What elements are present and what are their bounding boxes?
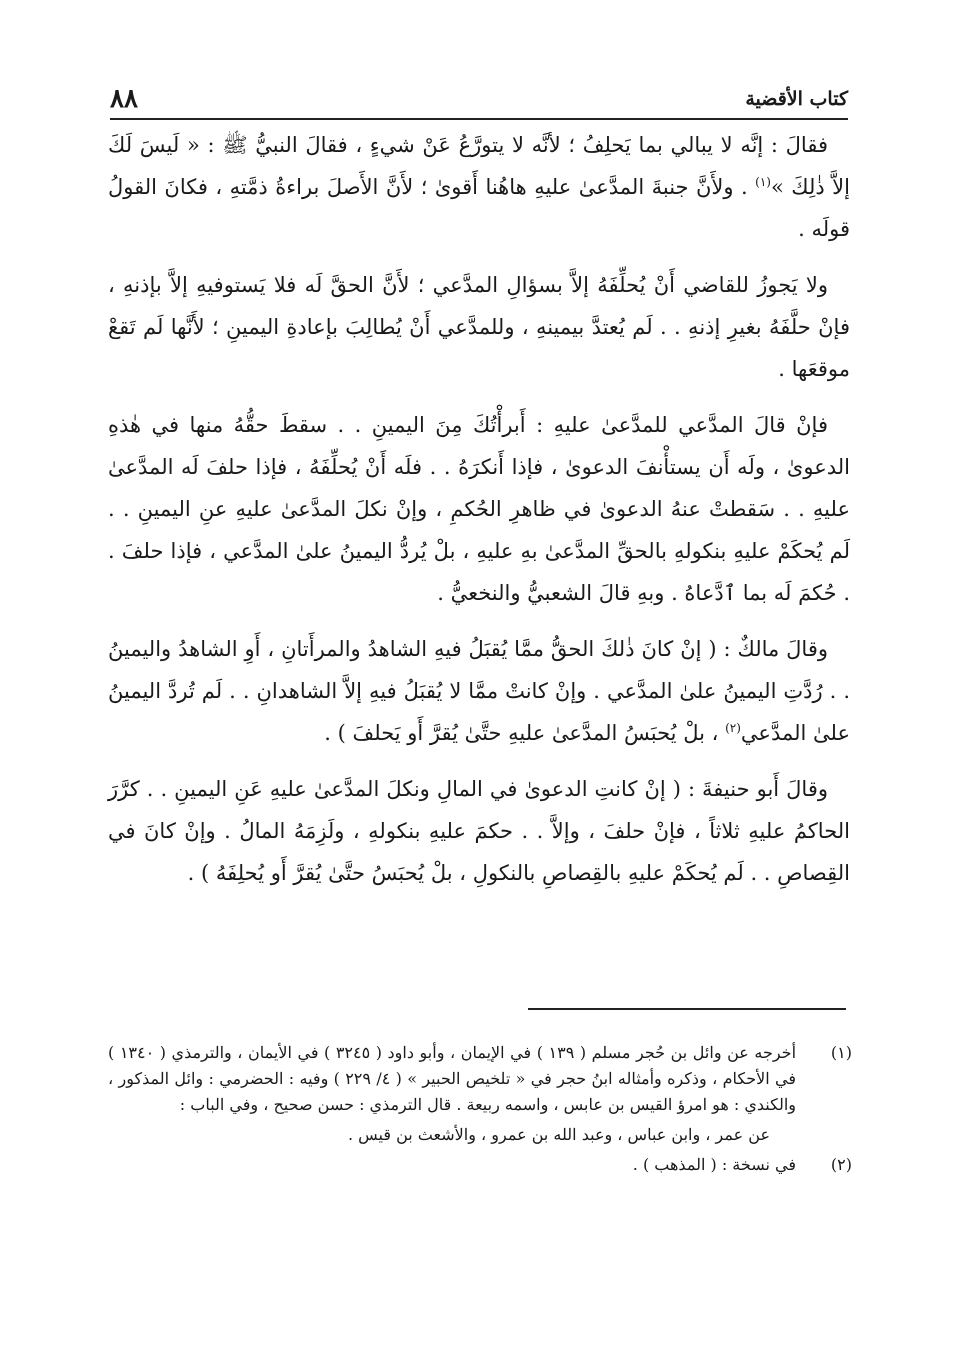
- paragraph-text: . ولأَنَّ جنبةَ المدَّعىٰ عليهِ هاهُنا أَقوىٰ ؛ لأَنَّ الأَصلَ براءةُ ذمَّتهِ ، فكانَ القولُ قولَه .: [108, 175, 850, 241]
- footnotes: [108, 1040, 852, 1182]
- paragraph-text: وقالَ مالكٌ : ( إنْ كانَ ذٰلكَ الحقُّ ممَّا يُقبَلُ فيهِ الشاهدُ والمرأَتانِ ، أَوِ الشاهدُ واليمينُ . . رُدَّتِ اليمينُ علىٰ المدَّعي . وإنْ كانتْ ممَّا لا يُقبَلُ فيهِ إلاَّ الشاهدانِ . . لَم تُردَّ اليمينُ علىٰ المدَّعي: [108, 637, 850, 745]
- paragraph: [108, 124, 850, 250]
- footnote-text: أخرجه عن وائل بن حُجر مسلم ( ١٣٩ ) في الإيمان ، وأبو داود ( ٣٢٤٥ ) في الأيمان ، والترمذي ( ١٣٤٠ ) في الأحكام ، وذكره وأمثاله ابنُ حجر في « تلخيص الحبير » ( ٤/ ٢٢٩ ) وفيه : الحضرمي : وائل المذكور ، والكندي : هو امرؤ القيس بن عابس ، واسمه ربيعة . قال الترمذي : حسن صحيح ، وفي الباب :: [108, 1043, 797, 1114]
- paragraph-text: ولا يَجوزُ للقاضي أَنْ يُحلِّفَهُ إلاَّ بسؤالِ المدَّعي ؛ لأَنَّ الحقَّ لَه فلا يَستوفيهِ إلاَّ بإذنهِ ، فإنْ حلَّفَهُ بغيرِ إذنهِ . . لَم يُعتدَّ بيمينهِ ، وللمدَّعي أَنْ يُطالِبَ بإعادةِ اليمينِ ؛ لأَنَّها لَم تَقعْ موقعَها .: [108, 273, 850, 381]
- footnote: [108, 1040, 852, 1148]
- book-title: كتاب الأقضية: [745, 88, 848, 110]
- footnote-ref: (٢): [725, 721, 741, 735]
- paragraph-text: فقالَ : إنَّه لا يبالي بما يَحلِفُ ؛ لأنَّه لا يتورَّعُ عَنْ شيءٍ ، فقالَ النبيُّ ﷺ : « لَيسَ لَكَ إلاَّ ذٰلِكَ »: [108, 133, 850, 199]
- paragraph-text: وقالَ أَبو حنيفةَ : ( إنْ كانتِ الدعوىٰ في المالِ ونكلَ المدَّعىٰ عليهِ عَنِ اليمينِ . . كرَّرَ الحاكمُ عليهِ ثلاثاً ، فإنْ حلفَ ، وإلاَّ . . حكمَ عليهِ بنكولهِ ، ولَزِمَهُ المالُ . وإنْ كانَ في القِصاصِ . . لَم يُحكَمْ عليهِ بالقِصاصِ بالنكولِ ، بلْ يُحبَسُ حتَّىٰ يُقرَّ أَو يُحلِفَهُ ) .: [108, 777, 850, 885]
- paragraph: [108, 404, 850, 614]
- page-number: ٨٨: [110, 84, 138, 114]
- footnote-ref: (١): [755, 175, 771, 189]
- footnote: [108, 1152, 852, 1178]
- page-header: [110, 84, 848, 120]
- paragraph: [108, 628, 850, 754]
- footnote-number: (٢): [830, 1155, 852, 1174]
- footnote-divider: [528, 1008, 846, 1010]
- paragraph: [108, 768, 850, 894]
- footnote-number: (١): [830, 1043, 852, 1062]
- paragraph-text: ، بلْ يُحبَسُ المدَّعىٰ عليهِ حتَّىٰ يُقرَّ أَو يَحلفَ ) .: [324, 721, 726, 745]
- footnote-subtext: عن عمر ، وابن عباس ، وعبد الله بن عمرو ، والأشعث بن قيس .: [347, 1125, 770, 1144]
- main-text: [108, 124, 850, 908]
- paragraph: [108, 264, 850, 390]
- footnote-text: في نسخة : ( المذهب ) .: [632, 1155, 796, 1174]
- paragraph-text: فإنْ قالَ المدَّعي للمدَّعىٰ عليهِ : أَبرأْتُكَ مِنَ اليمينِ . . سقطَ حقُّهُ منها في هٰذهِ الدعوىٰ ، ولَه أَن يستأْنفَ الدعوىٰ ، فإذا أَنكرَهُ . . فلَه أَنْ يُحلِّفَهُ ، فإذا حلفَ لَه المدَّعىٰ عليهِ . . سَقطتْ عنهُ الدعوىٰ في ظاهرِ الحُكمِ ، وإنْ نكلَ المدَّعىٰ عليهِ عنِ اليمينِ . . لَم يُحكَمْ عليهِ بنكولهِ بالحقِّ المدَّعىٰ بهِ عليهِ ، بلْ يُردُّ اليمينُ علىٰ المدَّعي ، فإذا حلفَ . . حُكمَ لَه بما ٱدَّعاهُ . وبهِ قالَ الشعبيُّ والنخعيُّ .: [108, 413, 850, 605]
